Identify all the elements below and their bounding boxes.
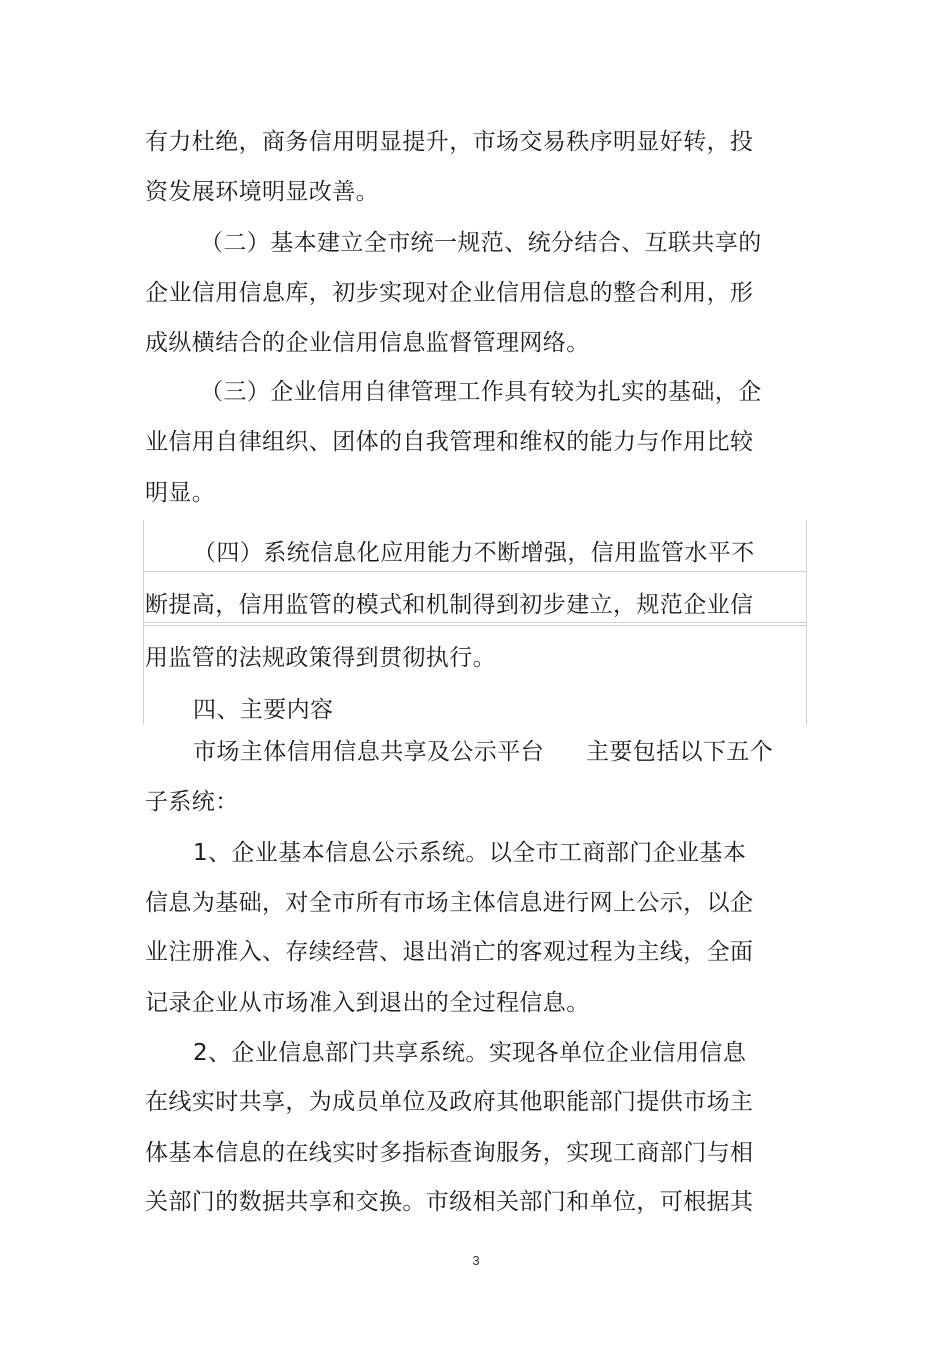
paragraph-line: 信息为基础，对全市所有市场主体信息进行网上公示，以企 bbox=[145, 890, 754, 916]
frame-row-divider bbox=[143, 622, 807, 623]
paragraph-line: 企业信用信息库，初步实现对企业信用信息的整合利用，形 bbox=[145, 280, 754, 306]
paragraph-line: 资发展环境明显改善。 bbox=[145, 179, 379, 205]
frame-row-divider bbox=[143, 571, 807, 572]
paragraph-line: 明显。 bbox=[145, 480, 216, 506]
paragraph-line: 在线实时共享，为成员单位及政府其他职能部门提供市场主 bbox=[145, 1089, 754, 1115]
section-heading: 四、主要内容 bbox=[193, 697, 334, 723]
paragraph-line: 1、企业基本信息公示系统。以全市工商部门企业基本 bbox=[193, 840, 747, 866]
page-number: 3 bbox=[472, 1253, 480, 1268]
paragraph-line: 子系统： bbox=[145, 789, 239, 815]
paragraph-line: （二）基本建立全市统一规范、统分结合、互联共享的 bbox=[200, 230, 762, 256]
paragraph-line bbox=[193, 737, 773, 767]
paragraph-line: 有力杜绝，商务信用明显提升，市场交易秩序明显好转，投 bbox=[145, 129, 754, 155]
paragraph-line: 2、企业信息部门共享系统。实现各单位企业信用信息 bbox=[193, 1040, 747, 1066]
paragraph-line-tail: 主要包括以下五个 bbox=[586, 739, 774, 765]
paragraph-line: 记录企业从市场准入到退出的全过程信息。 bbox=[145, 990, 590, 1016]
paragraph-line: 断提高，信用监管的模式和机制得到初步建立，规范企业信 bbox=[145, 592, 754, 618]
paragraph-line: 成纵横结合的企业信用信息监督管理网络。 bbox=[145, 330, 590, 356]
paragraph-line: （四）系统信息化应用能力不断增强，信用监管水平不 bbox=[193, 540, 755, 566]
paragraph-line: 关部门的数据共享和交换。市级相关部门和单位，可根据其 bbox=[145, 1189, 754, 1215]
paragraph-line: 业信用自律组织、团体的自我管理和维权的能力与作用比较 bbox=[145, 429, 754, 455]
paragraph-line: 业注册准入、存续经营、退出消亡的客观过程为主线，全面 bbox=[145, 939, 754, 965]
paragraph-line: 体基本信息的在线实时多指标查询服务，实现工商部门与相 bbox=[145, 1140, 754, 1166]
platform-name: 市场主体信用信息共享及公示平台 bbox=[193, 739, 544, 765]
frame-row-divider bbox=[143, 625, 807, 626]
paragraph-line: 用监管的法规政策得到贯彻执行。 bbox=[145, 645, 496, 671]
paragraph-line: （三）企业信用自律管理工作具有较为扎实的基础，企 bbox=[200, 379, 762, 405]
